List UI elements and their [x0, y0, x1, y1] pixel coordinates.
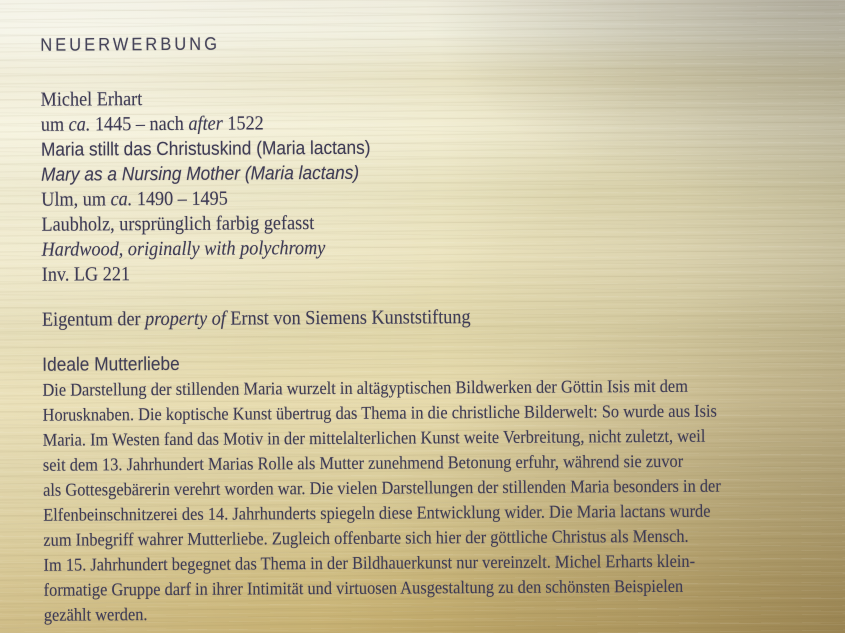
essay-body — [42, 373, 845, 628]
ownership-de: Eigentum der — [41, 308, 146, 331]
life-dates-end: 1522 — [222, 112, 264, 135]
material-en: Hardwood, originally with polychromy — [41, 237, 326, 261]
origin-prefix: Ulm, um — [41, 188, 111, 211]
essay-section — [42, 348, 845, 628]
essay-line-7: zum Inbegriff wahrer Mutterliebe. Zugleich offenbarte sich hier der göttliche Christus als Mensch. — [43, 525, 689, 550]
origin-ca-italic: ca. — [110, 188, 133, 211]
life-dates-middle: 1445 – nach — [90, 112, 189, 136]
material-de: Laubholz, ursprünglich farbig gefasst — [41, 212, 315, 236]
essay-line-1: Die Darstellung der stillenden Maria wurzelt in altägyptischen Bildwerken der Göttin Isis mit dem — [42, 375, 688, 400]
essay-line-9: formatige Gruppe darf in ihrer Intimität und virtuosen Ausgestaltung zu den schönsten Beispielen — [43, 575, 684, 600]
artwork-tombstone — [41, 83, 845, 288]
essay-line-3: Maria. Im Westen fand das Motiv in der mittelalterlichen Kunst weite Verbreitung, nicht zuletzt, weil — [42, 425, 706, 450]
artwork-title-de: Maria stillt das Christuskind (Maria lactans) — [40, 137, 371, 161]
artist-name: Michel Erhart — [40, 88, 143, 111]
essay-line-10: gezählt werden. — [43, 604, 148, 625]
life-dates-de-prefix: um — [40, 113, 69, 136]
origin-dates: 1490 – 1495 — [132, 187, 228, 211]
artwork-title-en: Mary as a Nursing Mother (Maria lactans) — [41, 162, 360, 186]
ownership-en-italic: property of — [145, 307, 226, 331]
essay-line-2: Horusknaben. Die koptische Kunst übertrug das Thema in die christliche Bilderwelt: So wurde aus Isis — [42, 400, 717, 425]
ownership-owner: Ernst von Siemens Kunststiftung — [225, 306, 471, 330]
inventory-number: Inv. LG 221 — [41, 263, 131, 286]
section-label: NEUERWERBUNG — [40, 33, 221, 55]
ownership-line — [42, 303, 845, 333]
essay-line-4: seit dem 13. Jahrhundert Marias Rolle als Mutter zunehmend Betonung erfuhr, während sie zuvor — [42, 450, 684, 475]
essay-line-6: Elfenbeinschnitzerei des 14. Jahrhunderts spiegeln diese Entwicklung wider. Die Maria lactans wurde — [43, 500, 711, 525]
essay-line-5: als Gottesgebärerin verehrt worden war. Die vielen Darstellungen der stillenden Maria besonders in der — [42, 475, 721, 500]
essay-heading: Ideale Mutterliebe — [42, 353, 180, 376]
essay-line-8: Im 15. Jahrhundert begegnet das Thema in der Bildhauerkunst nur vereinzelt. Michel Erharts klein- — [43, 550, 696, 575]
life-dates-after-italic: after — [188, 112, 223, 135]
life-dates-ca-italic: ca. — [68, 113, 91, 136]
